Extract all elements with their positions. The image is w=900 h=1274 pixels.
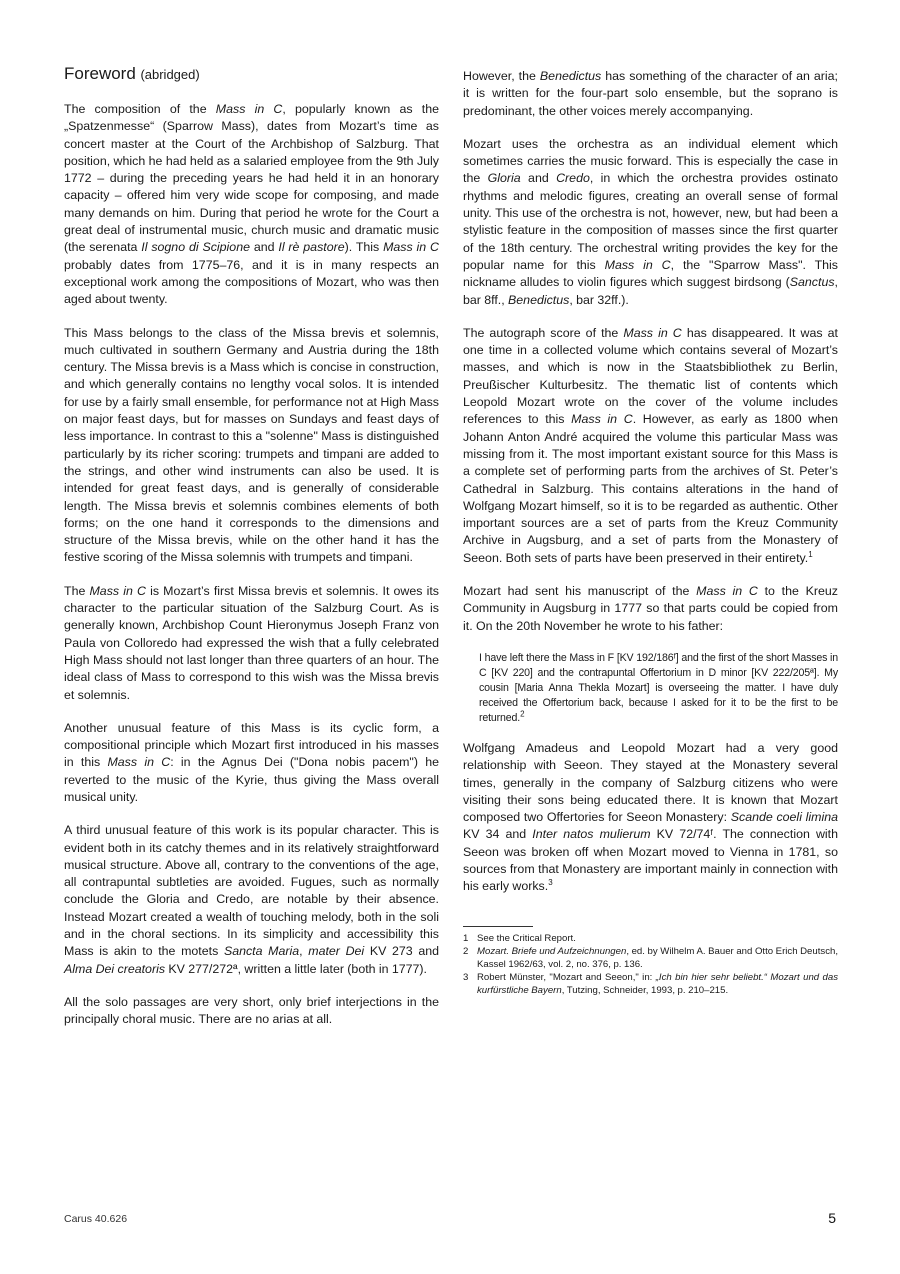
paragraph: A third unusual feature of this work is its popular character. This is evident both in its catchy themes and in its relatively straightforward musical structure. Above all, contrary to the conventions of the age, all contrapuntal subtleties are avoided. Fugues, such as normally conclude the Gloria and Credo, are notable by their absence. Instead Mozart created a wealth of touching melody, both in the soli and in the choral sections. In its simplicity and accessibility this Mass is akin to the motets Sancta Maria, mater Dei KV 273 and Alma Dei creatoris KV 277/272ª, written a little later (both in 1777). — [64, 823, 439, 976]
footnote-ref: 2 — [520, 709, 525, 719]
page-number: 5 — [828, 1210, 836, 1226]
paragraph: The composition of the Mass in C, popularly known as the „Spatzenmesse“ (Sparrow Mass), dates from Mozart’s time as concert master at the Court of the Archbishop of Salzburg. That position, which he had held as a salaried employee from the 9th July 1772 – during the preceding years he had held it in an honorary capacity – offered him very wide scope for composing, and made many demands on him. During that period he wrote for the Court a great deal of instrumental music, church music and dramatic music (the serenata Il sogno di Scipione and Il rè pastore). This Mass in C probably dates from 1775–76, and it is in many respects an exceptional work among the compositions of Mozart, who was then aged about twenty. — [64, 102, 439, 307]
italic-text: Mass in C — [604, 257, 671, 272]
italic-text: Mass in C — [107, 755, 171, 770]
italic-text: Mass in C — [89, 583, 146, 598]
italic-text: mater Dei — [308, 944, 365, 959]
footnote-number: 2 — [463, 946, 469, 958]
italic-text: Sancta Maria — [223, 944, 300, 959]
italic-text: „Ich bin hier sehr beliebt.“ Mozart und das kurfürstliche Bayern — [477, 972, 838, 996]
paragraph: The Mass in C is Mozart’s first Missa brevis et solemnis. It owes its character to the particular situation of the Salzburg Court. As is generally known, Archbishop Count Hieronymus Joseph Franz von Paula von Colloredo had expressed the wish that a fully celebrated High Mass should not last longer than three quarters of an hour. The ideal class of Mass to correspond to this wish was the Missa brevis et solemnis. — [64, 583, 439, 702]
footnote-text: Mozart. Briefe und Aufzeichnungen, ed. by Wilhelm A. Bauer and Otto Erich Deutsch, Kassel 1962/63, vol. 2, no. 376, p. 136. — [477, 946, 838, 970]
footnote-number: 1 — [463, 932, 469, 944]
italic-text: Gloria — [487, 171, 521, 186]
paragraph: Mozart uses the orchestra as an individual element which sometimes carries the music forward. This is especially the case in the Gloria and Credo, in which the orchestra provides ostinato rhythms and melodic figures, creating an overall sense of formal unity. This use of the orchestra is not, however, new, but had been a stylistic feature in the composition of masses since the first quarter of the 18th century. The orchestral writing provides the key for the popular name for this Mass in C, the "Sparrow Mass". This nickname alludes to violin figures which suggest birdsong (Sanctus, bar 8ff., Benedictus, bar 32ff.). — [463, 136, 838, 307]
italic-text: Il sogno di Scipione — [141, 240, 250, 255]
footnote-number: 3 — [463, 972, 469, 984]
italic-text: Mass in C — [696, 584, 758, 599]
footnote-ref: 1 — [808, 549, 813, 559]
letter-quote: I have left there the Mass in F [KV 192/186ᶠ] and the first of the short Masses in C [KV 220] and the contrapuntal Offertorium in D minor [KV 222/205ª]. My cousin [Maria Anna Thekla Mozart] is overseeing the matter. I have duly received the Offertorium back, because I asked for it to be the first to be returned.$^2$ — [479, 651, 838, 724]
paragraph: The autograph score of the Mass in C has disappeared. It was at one time in a collected volume which contains several of Mozart’s masses, and which is now in the Staatsbibliothek zu Berlin, Preußischer Kulturbesitz. The thematic list of contents which Leopold Mozart wrote on the cover of the volume includes references to this Mass in C. However, as early as 1800 when Johann Anton André acquired the volume this particular Mass was missing from it. The most important existant source for this Mass is a complete set of performing parts from the archives of St. Peter’s Cathedral in Salzburg. This contains alterations in the hand of Wolfgang Mozart himself, so it is to be regarded as authentic. Other important sources are a set of parts from the Kreuz Community Archive in Augsburg, and a set of parts from the Monastery of Seeon. Both sets of parts have been preserved in their entirety.$^1$ — [463, 325, 838, 565]
italic-text: Credo — [556, 171, 590, 186]
footnote-text: See the Critical Report. — [477, 932, 576, 944]
paragraph: All the solo passages are very short, only brief interjections in the principally choral music. There are no arias at all. — [64, 994, 439, 1027]
footnote — [463, 972, 838, 997]
italic-text: Mozart. Briefe und Aufzeichnungen — [477, 946, 627, 958]
italic-text: Mass in C — [383, 240, 439, 255]
page-title — [64, 62, 439, 87]
italic-text: Inter natos mulierum — [532, 827, 651, 842]
footnote — [463, 946, 838, 971]
italic-text: Scande coeli limina — [730, 810, 838, 825]
paragraph: This Mass belongs to the class of the Missa brevis et solemnis, much cultivated in southern Germany and Austria during the 18th century. The Missa brevis is a Mass which is concise in construction, and which generally contains no lengthy vocal solos. It is intended for use by a fairly small ensemble, for performance not at High Mass on major feast days, but for masses on Sundays and feast days of less importance. In contrast to this a "solenne" Mass is distinguished particularly by its richer scoring: trumpets and timpani are added to the strings, and other wind instruments can also be used. It is intended for great feast days, and is generally of considerable length. The Missa brevis et solemnis combines elements of both forms; on the one hand it corresponds to the dimensions and structure of the Missa brevis, while on the other hand it has the festive scoring of the Missa solemnis with trumpets and timpani. — [64, 325, 439, 565]
italic-text: Il rè pastore — [278, 240, 345, 255]
footnote — [463, 933, 838, 946]
footnote-text: Robert Münster, "Mozart and Seeon," in: „Ich bin hier sehr beliebt.“ Mozart und das kurfürstliche Bayern, Tutzing, Schneider, 1993, p. 210–215. — [477, 972, 838, 996]
italic-text: Mass in C — [215, 102, 283, 116]
footnote-divider — [463, 926, 533, 927]
right-column — [463, 68, 838, 999]
title-subtitle: (abridged) — [140, 67, 200, 82]
italic-text: Benedictus — [539, 69, 602, 83]
italic-text: Sanctus — [789, 275, 835, 290]
title-main: Foreword — [64, 64, 136, 83]
paragraph: Another unusual feature of this Mass is its cyclic form, a compositional principle which Mozart first introduced in his masses in this Mass in C: in the Agnus Dei ("Dona nobis pacem") he reverted to the music of the Kyrie, thus giving the Mass overall musical unity. — [64, 720, 439, 804]
footnote-ref: 3 — [548, 878, 553, 888]
footnotes — [463, 933, 838, 998]
paragraph: However, the Benedictus has something of the character of an aria; it is written for the four-part solo ensemble, but the soprano is predominant, the other voices merely accompanying. — [463, 69, 838, 118]
italic-text: Alma Dei creatoris — [64, 961, 166, 976]
paragraph: Mozart had sent his manuscript of the Mass in C to the Kreuz Community in Augsburg in 1777 so that parts could be copied from it. On the 20th November he wrote to his father: — [463, 584, 838, 633]
italic-text: Benedictus — [508, 292, 570, 307]
italic-text: Mass in C — [571, 412, 633, 427]
catalog-number: Carus 40.626 — [64, 1213, 128, 1225]
left-column — [64, 62, 439, 1045]
italic-text: Mass in C — [623, 325, 682, 340]
paragraph: Wolfgang Amadeus and Leopold Mozart had a very good relationship with Seeon. They stayed at the Monastery several times, generally in the company of Salzburg citizens who were visiting their sons being educated there. It is known that Mozart composed two Offertories for Seeon Monastery: Scande coeli limina KV 34 and Inter natos mulierum KV 72/74ᶠ. The connection with Seeon was broken off when Mozart moved to Vienna in 1781, so sources from that Monastery are important mainly in connection with his early works.$^3$ — [463, 740, 838, 894]
